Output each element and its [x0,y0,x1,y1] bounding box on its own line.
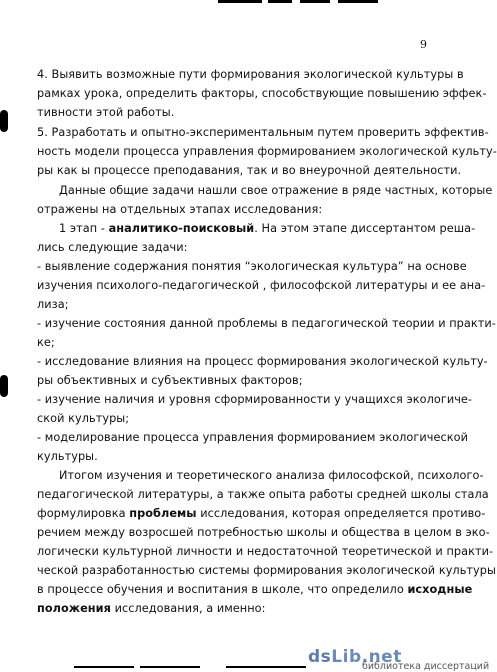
text-line: Данные общие задачи нашли свое отражение в ряде частных, которые [59,184,493,197]
text-line: 5. Разработать и опытно-экспериментальным путем проверить эффектив- [37,126,489,139]
punch-hole-1 [0,110,8,132]
text-line: формулировка проблемы исследования, которая определяется противо- [37,507,486,520]
text-line: рамках урока, определить факторы, способствующие повышению эффек- [37,87,487,100]
scan-mark-bottom-3 [226,666,306,668]
text-line: ры объективных и субъективных факторов; [37,374,303,387]
text-line: 4. Выявить возможные пути формирования экологической культуры в [37,68,464,81]
scan-mark-top-4 [338,0,378,3]
watermark-logo: dsLib.net [308,647,402,667]
text-line: изучения психолого-педагогической , философской литературы и ее ана- [37,279,486,292]
watermark-subtitle: библиотека диссертаций [362,661,490,672]
scan-mark-top-1 [218,0,262,3]
text-line: положения исследования, а именно: [37,602,266,615]
text-line: педагогической литературы, а также опыта работы средней школы стала [37,488,489,501]
text-line: культуры. [37,450,98,463]
text-line: - моделирование процесса управления формированием экологической [37,431,468,444]
text-line: ры как ы процессе преподавания, так и во внеурочной деятельности. [37,164,462,177]
text-line: логически культурной личности и недостаточной теоретической и практи- [37,545,494,558]
text-line: тивности этой работы. [37,106,175,119]
scan-mark-top-3 [300,0,330,3]
text-line: - изучение состояния данной проблемы в педагогической теории и практи- [37,317,496,330]
text-line: 1 этап - аналитико-поисковый. На этом этапе диссертантом реша- [59,222,476,235]
punch-hole-2 [0,375,8,397]
text-line: - выявление содержания понятия “экологическая культура” на основе [37,260,467,273]
scan-mark-top-2 [268,0,292,3]
text-line: лиза; [37,298,69,311]
text-line: речием между возросшей потребностью школы и общества в целом в эко- [37,526,490,539]
text-line: ской культуры; [37,412,130,425]
text-line: Итогом изучения и теоретического анализа философской, психолого- [59,469,484,482]
text-line: отражены на отдельных этапах исследования: [37,203,323,216]
text-line: ческой разработанностью системы формирования экологической культуры [37,564,496,577]
text-line: - изучение наличия и уровня сформированности у учащихся экологиче- [37,393,473,406]
bold-term: исходные [407,583,473,596]
page-number: 9 [420,38,427,51]
bold-term: проблемы [129,507,197,520]
text-line: - исследование влияния на процесс формирования экологической культу- [37,355,488,368]
bold-term: аналитико-поисковый [108,222,255,235]
text-line: лись следующие задачи: [37,241,188,254]
bold-term: положения [37,602,111,615]
scan-mark-bottom-1 [74,666,134,668]
text-line: ке; [37,336,55,349]
scan-mark-bottom-2 [140,666,200,668]
text-line: ность модели процесса управления формированием экологической культу- [37,145,497,158]
text-line: в процессе обучения и воспитания в школе, что определило исходные [37,583,473,596]
